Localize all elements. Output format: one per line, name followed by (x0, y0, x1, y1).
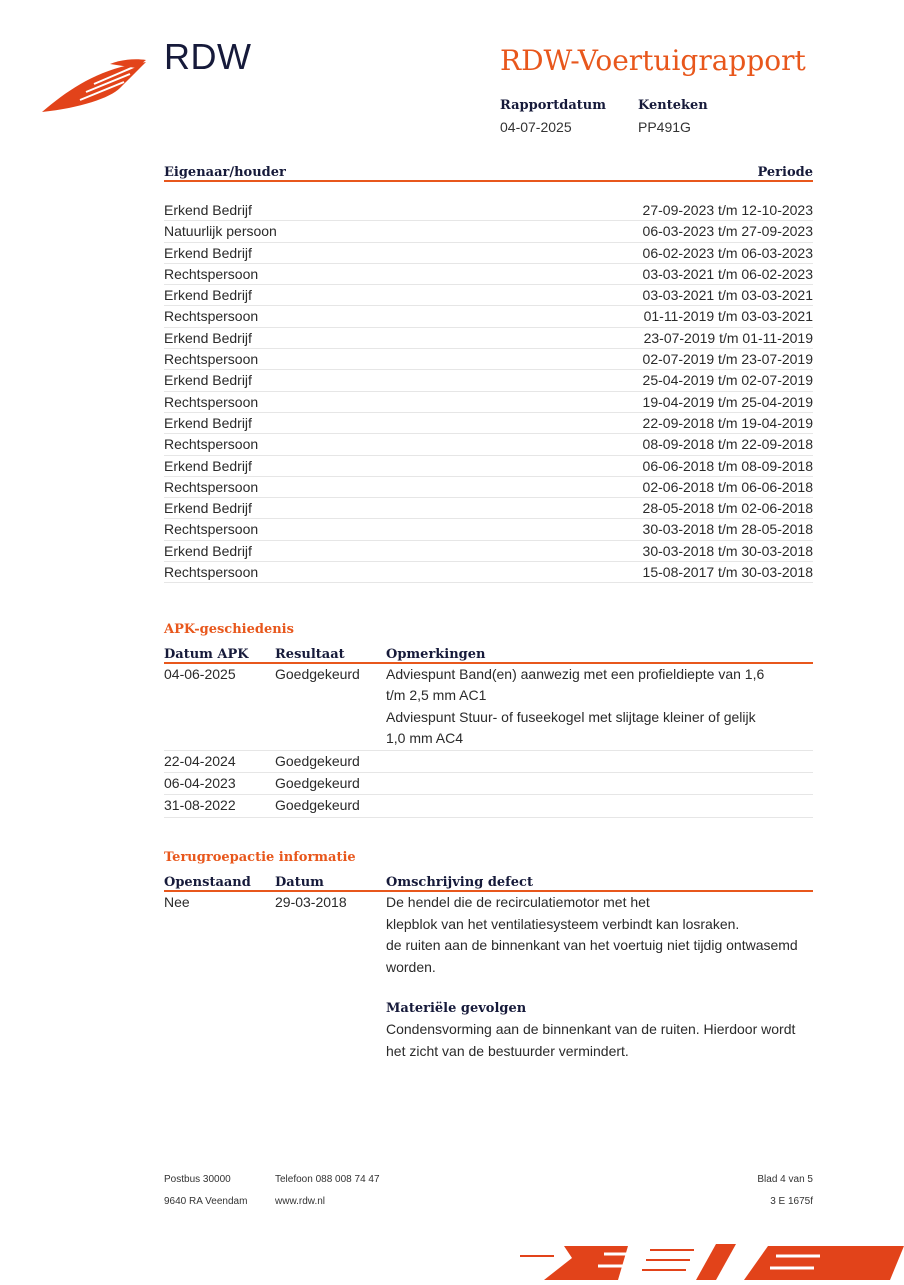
table-row (164, 773, 813, 795)
owner-period: 22-09-2018 t/m 19-04-2019 (642, 414, 813, 431)
list-item (164, 413, 813, 434)
apk-remarks (386, 795, 813, 816)
owner-type: Rechtspersoon (164, 351, 259, 368)
apk-result: Goedgekeurd (275, 797, 360, 814)
apk-result: Goedgekeurd (275, 752, 360, 769)
list-item (164, 541, 813, 562)
list-item (164, 285, 813, 306)
footer-address-line1: Postbus 30000 (164, 1174, 231, 1185)
list-item (164, 328, 813, 349)
apk-remark: Adviespunt Band(en) aanwezig met een profieldiepte van 1,6 t/m 2,5 mm AC1 (386, 666, 765, 704)
rdw-logo-icon (40, 58, 150, 121)
owner-period: 30-03-2018 t/m 30-03-2018 (642, 542, 813, 559)
owner-type: Rechtspersoon (164, 478, 259, 495)
owner-type: Erkend Bedrijf (164, 329, 252, 346)
owner-period: 19-04-2019 t/m 25-04-2019 (642, 393, 813, 410)
list-item (164, 349, 813, 370)
footer-address-line2: 9640 RA Veendam (164, 1196, 248, 1207)
list-item (164, 456, 813, 477)
recall-description (386, 892, 813, 1062)
owner-period: 01-11-2019 t/m 03-03-2021 (643, 308, 813, 325)
period-column-header: Periode (757, 165, 813, 180)
owner-type: Rechtspersoon (164, 436, 259, 453)
owner-type: Natuurlijk persoon (164, 223, 277, 240)
recall-desc-line: de ruiten aan de binnenkant van het voertuig niet tijdig ontwasemd worden. (386, 937, 798, 975)
owners-section (164, 158, 813, 583)
recall-open-header: Openstaand (164, 875, 251, 890)
footer-code: 3 E 1675f (770, 1196, 813, 1207)
owners-list (164, 200, 813, 583)
owner-type: Rechtspersoon (164, 308, 259, 325)
recall-desc-line: De hendel die de recirculatiemotor met het (386, 894, 650, 910)
list-item (164, 200, 813, 221)
list-item (164, 498, 813, 519)
owner-period: 06-02-2023 t/m 06-03-2023 (642, 244, 813, 261)
report-date-label: Rapportdatum (500, 98, 606, 113)
owner-type: Erkend Bedrijf (164, 414, 252, 431)
footer-phone: Telefoon 088 008 74 47 (275, 1174, 380, 1185)
apk-remarks-header: Opmerkingen (386, 647, 486, 662)
table-row (164, 751, 813, 773)
owner-type: Rechtspersoon (164, 393, 259, 410)
apk-title: APK-geschiedenis (164, 622, 294, 637)
owner-period: 06-03-2023 t/m 27-09-2023 (642, 223, 813, 240)
apk-date-header: Datum APK (164, 647, 249, 662)
owner-period: 30-03-2018 t/m 28-05-2018 (642, 521, 813, 538)
owner-period: 27-09-2023 t/m 12-10-2023 (642, 202, 813, 218)
apk-remarks (386, 751, 813, 772)
apk-date: 06-04-2023 (164, 775, 236, 792)
apk-result: Goedgekeurd (275, 775, 360, 792)
recall-open: Nee (164, 894, 190, 910)
consequences-title: Materiële gevolgen (386, 1001, 527, 1016)
owner-type: Erkend Bedrijf (164, 457, 252, 474)
apk-result-header: Resultaat (275, 647, 345, 662)
recall-desc-line: klepblok van het ventilatiesysteem verbindt kan losraken. (386, 915, 740, 932)
plate-value: PP491G (638, 119, 691, 135)
list-item (164, 477, 813, 498)
list-item (164, 392, 813, 413)
apk-remarks (386, 773, 813, 794)
owner-column-header: Eigenaar/houder (164, 165, 286, 180)
owner-period: 25-04-2019 t/m 02-07-2019 (642, 372, 813, 389)
apk-result: Goedgekeurd (275, 666, 360, 682)
owner-period: 28-05-2018 t/m 02-06-2018 (642, 500, 813, 517)
owner-type: Rechtspersoon (164, 521, 259, 538)
apk-remarks (386, 664, 813, 750)
report-date-value: 04-07-2025 (500, 119, 572, 135)
owner-period: 02-06-2018 t/m 06-06-2018 (642, 478, 813, 495)
owner-period: 02-07-2019 t/m 23-07-2019 (642, 351, 813, 368)
list-item (164, 434, 813, 455)
footer-website[interactable]: www.rdw.nl (275, 1196, 326, 1207)
logo-text: RDW (164, 36, 252, 77)
owners-header (164, 158, 813, 182)
apk-date: 22-04-2024 (164, 752, 236, 769)
owner-type: Erkend Bedrijf (164, 500, 252, 517)
owner-period: 06-06-2018 t/m 08-09-2018 (642, 457, 813, 474)
recall-title: Terugroepactie informatie (164, 850, 356, 865)
owner-type: Rechtspersoon (164, 265, 259, 282)
list-item (164, 370, 813, 391)
owner-period: 08-09-2018 t/m 22-09-2018 (642, 436, 813, 453)
footer-page-number: Blad 4 van 5 (757, 1174, 813, 1185)
table-row (164, 795, 813, 817)
owner-period: 03-03-2021 t/m 06-02-2023 (642, 265, 813, 282)
recall-table-header (164, 870, 813, 892)
owner-type: Erkend Bedrijf (164, 202, 252, 218)
owner-period: 23-07-2019 t/m 01-11-2019 (643, 329, 813, 346)
apk-section (164, 622, 813, 818)
list-item (164, 519, 813, 540)
decorative-stripes-icon (520, 1244, 904, 1285)
plate-label: Kenteken (638, 98, 708, 113)
recall-section (164, 850, 813, 1062)
apk-remark: Adviespunt Stuur- of fuseekogel met slijtage kleiner of gelijk 1,0 mm AC4 (386, 708, 756, 747)
owner-period: 03-03-2021 t/m 03-03-2021 (642, 287, 813, 304)
owner-type: Erkend Bedrijf (164, 287, 252, 304)
recall-desc-header: Omschrijving defect (386, 875, 533, 890)
owner-type: Rechtspersoon (164, 564, 259, 581)
table-row (164, 664, 813, 751)
list-item (164, 562, 813, 583)
list-item (164, 264, 813, 285)
recall-date-header: Datum (275, 875, 324, 890)
owner-type: Erkend Bedrijf (164, 542, 252, 559)
apk-date: 31-08-2022 (164, 797, 236, 814)
recall-date: 29-03-2018 (275, 894, 347, 910)
consequences-text: Condensvorming aan de binnenkant van de ruiten. Hierdoor wordt het zicht van de bestuurder vermindert. (386, 1021, 796, 1059)
list-item (164, 306, 813, 327)
owner-period: 15-08-2017 t/m 30-03-2018 (642, 564, 813, 581)
table-row (164, 892, 813, 1062)
report-title: RDW-Voertuigrapport (500, 44, 806, 77)
list-item (164, 243, 813, 264)
owner-type: Erkend Bedrijf (164, 372, 252, 389)
apk-date: 04-06-2025 (164, 666, 236, 682)
apk-table-header (164, 642, 813, 664)
list-item (164, 221, 813, 242)
owner-type: Erkend Bedrijf (164, 244, 252, 261)
